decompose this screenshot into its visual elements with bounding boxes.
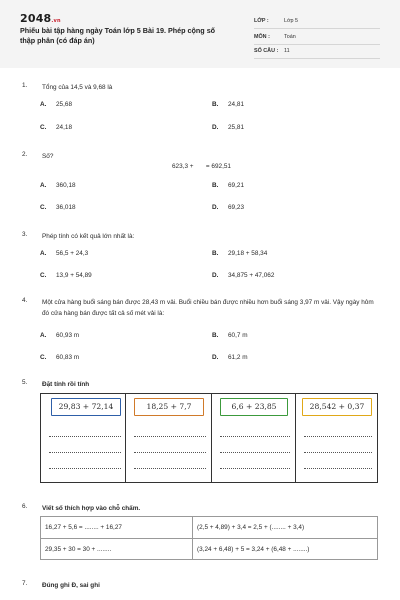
- fill-cell[interactable]: 29,35 + 30 = 30 + ........: [45, 546, 112, 553]
- meta-label: LỚP :: [254, 18, 269, 24]
- option-text: 24,81: [228, 101, 244, 108]
- option-text: 60,93 m: [56, 332, 80, 339]
- answer-line[interactable]: [49, 468, 121, 469]
- option-letter: B.: [212, 332, 219, 339]
- expression-banner: 18,25 + 7,7: [134, 398, 204, 416]
- answer-line[interactable]: [134, 436, 206, 437]
- option-letter: A.: [40, 101, 47, 108]
- logo-main: 2048: [20, 12, 52, 25]
- option-text: 56,5 + 24,3: [56, 250, 89, 257]
- question-text: Viết số thích hợp vào chỗ chấm.: [42, 505, 141, 512]
- answer-line[interactable]: [304, 436, 372, 437]
- expression-banner: 28,542 + 0,37: [302, 398, 372, 416]
- option-letter: C.: [40, 204, 47, 211]
- worksheet-header: [0, 0, 400, 68]
- fill-cell[interactable]: 16,27 + 5,6 = ........ + 16,27: [45, 524, 122, 531]
- question-text: Một cửa hàng buổi sáng bán được 28,43 m vải. Buổi chiều bán được nhiều hơn buổi sáng 3,97 m vải. Vậy ngày hôm đó cửa hàng bán được tất cả số mét vải là:: [42, 299, 374, 317]
- meta-subject: [254, 30, 380, 45]
- option-letter: D.: [212, 124, 219, 131]
- option-text: 25,81: [228, 124, 244, 131]
- table-divider: [41, 538, 377, 539]
- question-text: Đúng ghi Đ, sai ghi: [42, 582, 100, 589]
- question-number: 5.: [22, 379, 28, 386]
- expression-banner: 6,6 + 23,85: [220, 398, 288, 416]
- answer-line[interactable]: [304, 468, 372, 469]
- answer-line[interactable]: [134, 452, 206, 453]
- answer-line[interactable]: [220, 452, 290, 453]
- question-2: [22, 151, 382, 163]
- answer-line[interactable]: [304, 452, 372, 453]
- equation: 623,3 + = 692,51: [172, 163, 231, 170]
- option-text: 61,2 m: [228, 354, 248, 361]
- question-number: 3.: [22, 231, 28, 238]
- meta-value: 11: [284, 48, 290, 54]
- answer-line[interactable]: [49, 452, 121, 453]
- page-title: Phiếu bài tập hàng ngày Toán lớp 5 Bài 19. Phép cộng số thập phân (có đáp án): [20, 26, 216, 45]
- meta-value: Toán: [284, 34, 296, 40]
- option-letter: A.: [40, 332, 47, 339]
- question-text: Số?: [42, 153, 54, 160]
- option-letter: C.: [40, 354, 47, 361]
- question-5: [22, 379, 382, 391]
- option-letter: D.: [212, 272, 219, 279]
- option-text: 360,18: [56, 182, 76, 189]
- calc-column-4: [296, 394, 377, 482]
- question-number: 1.: [22, 82, 28, 89]
- calc-column-2: [126, 394, 212, 482]
- question-text: Đặt tính rồi tính: [42, 381, 90, 388]
- meta-label: MÔN :: [254, 34, 270, 40]
- fill-cell[interactable]: (2,5 + 4,89) + 3,4 = 2,5 + (........ + 3,4): [197, 524, 305, 531]
- question-6: [22, 503, 382, 515]
- option-text: 69,21: [228, 182, 244, 189]
- option-text: 13,9 + 54,89: [56, 272, 92, 279]
- meta-label: SỐ CÂU :: [254, 48, 279, 54]
- answer-line[interactable]: [220, 468, 290, 469]
- calc-column-3: [212, 394, 296, 482]
- option-text: 25,68: [56, 101, 72, 108]
- fill-in-table: [40, 516, 378, 560]
- option-letter: A.: [40, 182, 47, 189]
- calc-column-1: [41, 394, 126, 482]
- question-3: [22, 231, 382, 243]
- logo-domain: .vn: [51, 18, 61, 24]
- question-text: Tổng của 14,5 và 9,68 là: [42, 84, 113, 91]
- option-text: 29,18 + 58,34: [228, 250, 268, 257]
- answer-line[interactable]: [134, 468, 206, 469]
- option-letter: C.: [40, 124, 47, 131]
- option-letter: B.: [212, 250, 219, 257]
- meta-value: Lớp 5: [284, 18, 299, 24]
- option-letter: B.: [212, 101, 219, 108]
- option-letter: D.: [212, 354, 219, 361]
- expression-banner: 29,83 + 72,14: [51, 398, 121, 416]
- option-letter: B.: [212, 182, 219, 189]
- question-number: 6.: [22, 503, 28, 510]
- option-letter: A.: [40, 250, 47, 257]
- question-7: [22, 580, 382, 592]
- question-4: [22, 297, 382, 321]
- option-letter: D.: [212, 204, 219, 211]
- option-text: 60,7 m: [228, 332, 248, 339]
- option-text: 24,18: [56, 124, 72, 131]
- question-number: 4.: [22, 297, 28, 304]
- calculation-grid: [40, 393, 378, 483]
- question-number: 7.: [22, 580, 28, 587]
- option-letter: C.: [40, 272, 47, 279]
- fill-cell[interactable]: (3,24 + 6,48) + 5 = 3,24 + (6,48 + ........): [197, 546, 310, 553]
- answer-line[interactable]: [49, 436, 121, 437]
- question-1: [22, 82, 382, 94]
- option-text: 69,23: [228, 204, 244, 211]
- meta-question-count: [254, 44, 380, 59]
- question-number: 2.: [22, 151, 28, 158]
- option-text: 36,018: [56, 204, 76, 211]
- table-divider: [192, 517, 193, 559]
- option-text: 34,875 + 47,062: [228, 272, 275, 279]
- answer-line[interactable]: [220, 436, 290, 437]
- meta-class: [254, 14, 380, 29]
- question-text: Phép tính có kết quả lớn nhất là:: [42, 233, 135, 240]
- option-text: 60,83 m: [56, 354, 80, 361]
- site-logo[interactable]: [20, 12, 61, 25]
